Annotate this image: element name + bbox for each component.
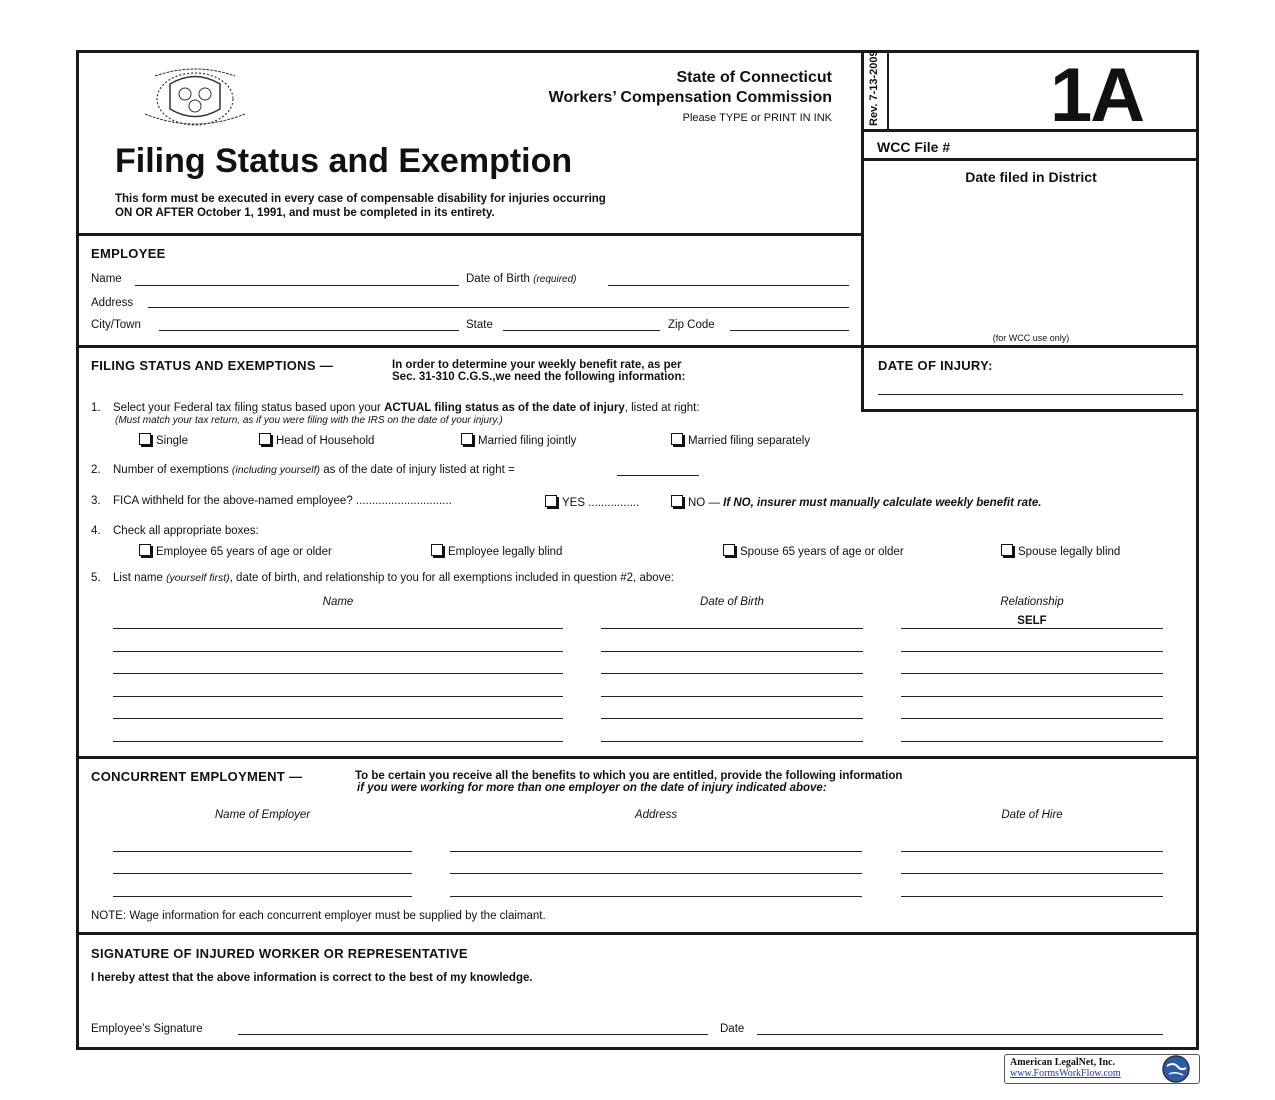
divider: [862, 129, 1199, 132]
fica-yes[interactable]: [545, 495, 639, 509]
box-label: Spouse 65 years of age or older: [740, 546, 904, 558]
col-dob-header: Date of Birth: [700, 596, 764, 608]
dob-field[interactable]: [608, 285, 849, 286]
state-field[interactable]: [503, 330, 660, 331]
commission-name: Workers’ Compensation Commission: [548, 89, 832, 106]
date-of-injury-field[interactable]: [878, 394, 1183, 395]
page-title: Filing Status and Exemption: [115, 142, 573, 180]
col-address-header: Address: [634, 809, 678, 821]
divider: [862, 158, 1199, 161]
checkbox[interactable]: [139, 544, 151, 556]
box-spouse-65[interactable]: [723, 544, 904, 558]
q3-text: FICA withheld for the above-named employee? ..............................: [113, 495, 452, 507]
date-filed-label: Date filed in District: [965, 169, 1097, 185]
rev-divider: [887, 50, 889, 131]
status-label: Married filing separately: [688, 435, 811, 447]
employer-address-field[interactable]: [450, 896, 862, 897]
fica-no[interactable]: [671, 495, 1041, 509]
concurrent-intro: if you were working for more than one employer on the date of injury indicated above:: [357, 782, 827, 794]
q1-number: 1.: [91, 402, 101, 414]
exemption-name-field[interactable]: [113, 696, 563, 697]
q5-text: [113, 572, 674, 584]
company-url[interactable]: www.FormsWorkFlow.com: [1010, 1068, 1121, 1079]
company-name: American LegalNet, Inc.: [1010, 1057, 1115, 1068]
exemption-rel-field[interactable]: [901, 651, 1163, 652]
signature-label: Employee’s Signature: [91, 1023, 203, 1035]
box-label: Employee legally blind: [448, 546, 563, 558]
employer-address-field[interactable]: [450, 851, 862, 852]
employer-address-field[interactable]: [450, 873, 862, 874]
col-rel-header: Relationship: [1000, 596, 1064, 608]
q2-text-c: as of the date of injury listed at right =: [323, 464, 515, 476]
exemption-dob-field[interactable]: [601, 673, 863, 674]
q5-number: 5.: [91, 572, 101, 584]
state-seal-icon: [135, 64, 255, 134]
exemptions-field[interactable]: [617, 475, 699, 476]
status-single[interactable]: [139, 433, 188, 447]
checkbox[interactable]: [259, 433, 271, 445]
q3-dots: ................: [588, 497, 640, 509]
city-label: City/Town: [91, 319, 141, 331]
exemption-dob-field[interactable]: [601, 651, 863, 652]
exemption-name-field[interactable]: [113, 651, 563, 652]
exemption-dob-field[interactable]: [601, 696, 863, 697]
divider: [76, 345, 1199, 348]
exemption-rel-field[interactable]: [901, 696, 1163, 697]
form-number: 1A: [1050, 53, 1144, 138]
q2-text-a: Number of exemptions: [113, 464, 229, 476]
checkbox[interactable]: [431, 544, 443, 556]
dob-required-note: (required): [533, 274, 577, 285]
divider: [76, 932, 1199, 935]
exemption-name-field[interactable]: [113, 741, 563, 742]
legalnet-badge[interactable]: [1004, 1054, 1200, 1084]
exemption-rel-field[interactable]: [901, 628, 1163, 629]
exemption-rel-field[interactable]: [901, 741, 1163, 742]
globe-logo-icon: [1161, 1054, 1191, 1084]
state-name: State of Connecticut: [676, 69, 832, 86]
employer-hire-field[interactable]: [901, 896, 1163, 897]
exemption-dob-field[interactable]: [601, 628, 863, 629]
box-label: Spouse legally blind: [1018, 546, 1121, 558]
date-field[interactable]: [757, 1034, 1163, 1035]
box-employee-blind[interactable]: [431, 544, 562, 558]
employer-hire-field[interactable]: [901, 873, 1163, 874]
header-divider: [861, 50, 864, 412]
employer-hire-field[interactable]: [901, 851, 1163, 852]
exemption-dob-field[interactable]: [601, 718, 863, 719]
name-field[interactable]: [135, 285, 459, 286]
box-label: Employee 65 years of age or older: [156, 546, 332, 558]
exemption-name-field[interactable]: [113, 673, 563, 674]
exemption-name-field[interactable]: [113, 718, 563, 719]
q1-note: (Must match your tax return, as if you were filing with the IRS on the date of your injury.): [115, 415, 503, 426]
divider: [76, 233, 864, 236]
self-value: SELF: [1017, 615, 1047, 627]
q1-text-bold: ACTUAL filing status as of the date of injury: [384, 402, 625, 414]
q1-text-a: Select your Federal tax filing status based upon your: [113, 402, 381, 414]
no-label: NO —: [688, 497, 720, 509]
concurrent-intro: To be certain you receive all the benefits to which you are entitled, provide the following information: [355, 770, 903, 782]
checkbox[interactable]: [461, 433, 473, 445]
status-label: Married filing jointly: [478, 435, 577, 447]
name-label: Name: [91, 273, 122, 285]
q1-text-c: , listed at right:: [624, 402, 700, 414]
q1-text: [113, 402, 700, 414]
fica-warning: If NO, insurer must manually calculate weekly benefit rate.: [723, 497, 1042, 509]
intro-text: This form must be executed in every case of compensable disability for injuries occurring: [115, 193, 606, 205]
q5-text-a: List name: [113, 572, 163, 584]
intro-text: ON OR AFTER October 1, 1991, and must be completed in its entirety.: [115, 207, 495, 219]
address-field[interactable]: [148, 307, 849, 308]
exemption-dob-field[interactable]: [601, 741, 863, 742]
yes-label: YES: [562, 497, 586, 509]
zip-label: Zip Code: [668, 319, 715, 331]
employer-name-field[interactable]: [113, 896, 412, 897]
checkbox[interactable]: [671, 433, 683, 445]
concurrent-heading: CONCURRENT EMPLOYMENT —: [91, 769, 303, 784]
col-name-header: Name: [322, 596, 354, 608]
attest-text: I hereby attest that the above information is correct to the best of my knowledge.: [91, 972, 533, 984]
status-label: Head of Household: [276, 435, 375, 447]
exemption-rel-field[interactable]: [901, 673, 1163, 674]
filing-intro: In order to determine your weekly benefit rate, as per: [392, 359, 682, 371]
box-employee-65[interactable]: [139, 544, 332, 558]
ink-instruction: Please TYPE or PRINT IN INK: [682, 112, 832, 124]
signature-heading: SIGNATURE OF INJURED WORKER OR REPRESENTATIVE: [91, 946, 468, 961]
date-label: Date: [720, 1023, 745, 1035]
state-label: State: [466, 319, 493, 331]
checkbox[interactable]: [723, 544, 735, 556]
q5-text-c: , date of birth, and relationship to you for all exemptions included in question #2, above:: [229, 572, 674, 584]
q2-text: [113, 464, 515, 476]
q4-number: 4.: [91, 525, 101, 537]
divider: [862, 409, 1199, 412]
city-field[interactable]: [159, 330, 459, 331]
wcc-file-label: WCC File #: [877, 139, 951, 155]
employee-heading: EMPLOYEE: [91, 246, 166, 261]
employer-name-field[interactable]: [113, 851, 412, 852]
zip-field[interactable]: [730, 330, 849, 331]
q4-text: Check all appropriate boxes:: [113, 525, 259, 537]
wcc-use-note: (for WCC use only): [992, 333, 1070, 343]
box-spouse-blind[interactable]: [1001, 544, 1120, 558]
divider: [76, 756, 1199, 759]
filing-heading: FILING STATUS AND EXEMPTIONS —: [91, 358, 334, 373]
exemption-name-field[interactable]: [113, 628, 563, 629]
wage-note: NOTE: Wage information for each concurrent employer must be supplied by the claimant.: [91, 910, 546, 922]
checkbox[interactable]: [139, 433, 151, 445]
signature-field[interactable]: [238, 1034, 708, 1035]
col-hire-header: Date of Hire: [1001, 809, 1063, 821]
q3-number: 3.: [91, 495, 101, 507]
status-married-separately[interactable]: [671, 433, 810, 447]
checkbox[interactable]: [1001, 544, 1013, 556]
status-married-jointly[interactable]: [461, 433, 576, 447]
checkbox[interactable]: [671, 495, 683, 507]
status-label: Single: [156, 435, 188, 447]
date-of-injury-label: DATE OF INJURY:: [878, 358, 993, 373]
col-employer-header: Name of Employer: [214, 809, 311, 821]
filing-intro: Sec. 31-310 C.G.S.,we need the following information:: [392, 371, 686, 383]
dob-label-text: Date of Birth: [466, 273, 530, 285]
dob-label: [466, 273, 576, 285]
q5-text-note: (yourself first): [166, 572, 230, 584]
revision-date: Rev. 7-13-2009: [868, 50, 880, 126]
q2-text-note: (including yourself): [231, 464, 321, 476]
employer-name-field[interactable]: [113, 873, 412, 874]
status-head-of-household[interactable]: [259, 433, 374, 447]
address-label: Address: [91, 297, 134, 309]
q2-number: 2.: [91, 464, 101, 476]
checkbox[interactable]: [545, 495, 557, 507]
exemption-rel-field[interactable]: [901, 718, 1163, 719]
